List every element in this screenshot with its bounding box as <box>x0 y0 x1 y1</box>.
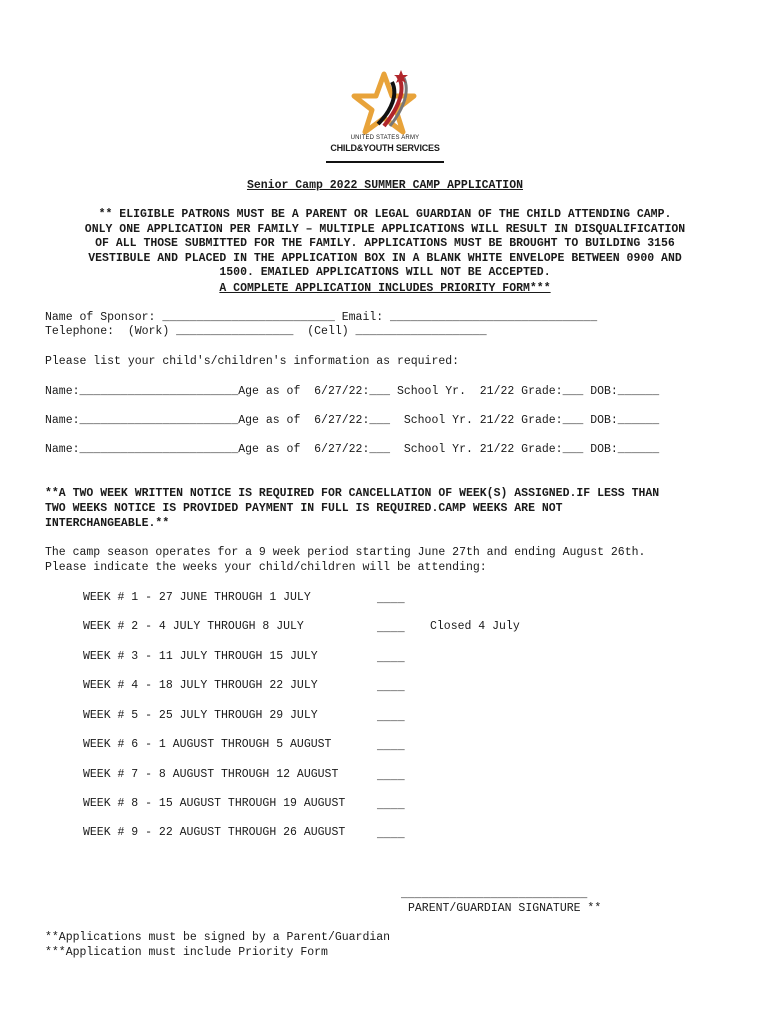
week-label: WEEK # 5 - 25 JULY THROUGH 29 JULY <box>83 709 318 722</box>
notice-line: 1500. EMAILED APPLICATIONS WILL NOT BE ACCEPTED. <box>219 266 551 280</box>
cancellation-line: INTERCHANGEABLE.** <box>45 517 170 530</box>
week-checkbox-blank[interactable]: ____ <box>377 740 405 753</box>
signature-field[interactable]: ___________________________ <box>401 888 588 901</box>
priority-form-notice: A COMPLETE APPLICATION INCLUDES PRIORITY FORM*** <box>219 282 551 295</box>
telephone-field[interactable]: Telephone: (Work) _________________ (Cell) ___________________ <box>45 325 487 338</box>
notice-line: ** ELIGIBLE PATRONS MUST BE A PARENT OR LEGAL GUARDIAN OF THE CHILD ATTENDING CAMP. <box>98 208 672 221</box>
child-row[interactable]: Name:_______________________Age as of 6/27/22:___ School Yr. 21/22 Grade:___ DOB:______ <box>45 385 660 398</box>
week-note: Closed 4 July <box>430 620 520 633</box>
week-label: WEEK # 2 - 4 JULY THROUGH 8 JULY <box>83 620 304 633</box>
week-checkbox-blank[interactable]: ____ <box>377 799 405 812</box>
sponsor-email-field[interactable]: Name of Sponsor: _________________________ Email: ______________________________ <box>45 311 598 324</box>
signature-label: PARENT/GUARDIAN SIGNATURE ** <box>408 902 602 915</box>
star-logo-icon <box>346 66 446 141</box>
week-checkbox-blank[interactable]: ____ <box>377 652 405 665</box>
week-checkbox-blank[interactable]: ____ <box>377 770 405 783</box>
notice-line: OF ALL THOSE SUBMITTED FOR THE FAMILY. APPLICATIONS MUST BE BROUGHT TO BUILDING 3156 <box>95 237 675 251</box>
week-checkbox-blank[interactable]: ____ <box>377 681 405 694</box>
week-checkbox-blank[interactable]: ____ <box>377 828 405 841</box>
week-label: WEEK # 9 - 22 AUGUST THROUGH 26 AUGUST <box>83 826 346 839</box>
season-line: The camp season operates for a 9 week period starting June 27th and ending August 26th. <box>45 546 646 559</box>
logo-line1: UNITED STATES ARMY <box>350 135 420 141</box>
week-label: WEEK # 3 - 11 JULY THROUGH 15 JULY <box>83 650 318 663</box>
season-line: Please indicate the weeks your child/children will be attending: <box>45 561 487 574</box>
children-prompt: Please list your child's/children's information as required: <box>45 355 460 368</box>
footnote: ***Application must include Priority Form <box>45 946 328 959</box>
week-checkbox-blank[interactable]: ____ <box>377 622 405 635</box>
cancellation-line: **A TWO WEEK WRITTEN NOTICE IS REQUIRED FOR CANCELLATION OF WEEK(S) ASSIGNED.IF LESS THAN <box>45 487 660 500</box>
week-checkbox-blank[interactable]: ____ <box>377 593 405 606</box>
footnote: **Applications must be signed by a Parent/Guardian <box>45 931 391 944</box>
week-label: WEEK # 1 - 27 JUNE THROUGH 1 JULY <box>83 591 311 604</box>
week-label: WEEK # 4 - 18 JULY THROUGH 22 JULY <box>83 679 318 692</box>
week-label: WEEK # 7 - 8 AUGUST THROUGH 12 AUGUST <box>83 768 339 781</box>
eligibility-notice <box>40 208 730 281</box>
week-label: WEEK # 6 - 1 AUGUST THROUGH 5 AUGUST <box>83 738 332 751</box>
child-row[interactable]: Name:_______________________Age as of 6/27/22:___ School Yr. 21/22 Grade:___ DOB:______ <box>45 414 660 427</box>
cancellation-line: TWO WEEKS NOTICE IS PROVIDED PAYMENT IN FULL IS REQUIRED.CAMP WEEKS ARE NOT <box>45 502 563 515</box>
logo-line2: CHILD&YOUTH SERVICES <box>330 143 440 153</box>
week-label: WEEK # 8 - 15 AUGUST THROUGH 19 AUGUST <box>83 797 346 810</box>
notice-line: ONLY ONE APPLICATION PER FAMILY – MULTIPLE APPLICATIONS WILL RESULT IN DISQUALIFICATION <box>84 222 686 236</box>
notice-line: VESTIBULE AND PLACED IN THE APPLICATION BOX IN A BLANK WHITE ENVELOPE BETWEEN 0900 AND <box>88 251 682 265</box>
week-checkbox-blank[interactable]: ____ <box>377 711 405 724</box>
form-title: Senior Camp 2022 SUMMER CAMP APPLICATION <box>246 179 524 192</box>
child-row[interactable]: Name:_______________________Age as of 6/27/22:___ School Yr. 21/22 Grade:___ DOB:______ <box>45 443 660 456</box>
logo-divider <box>326 161 444 163</box>
